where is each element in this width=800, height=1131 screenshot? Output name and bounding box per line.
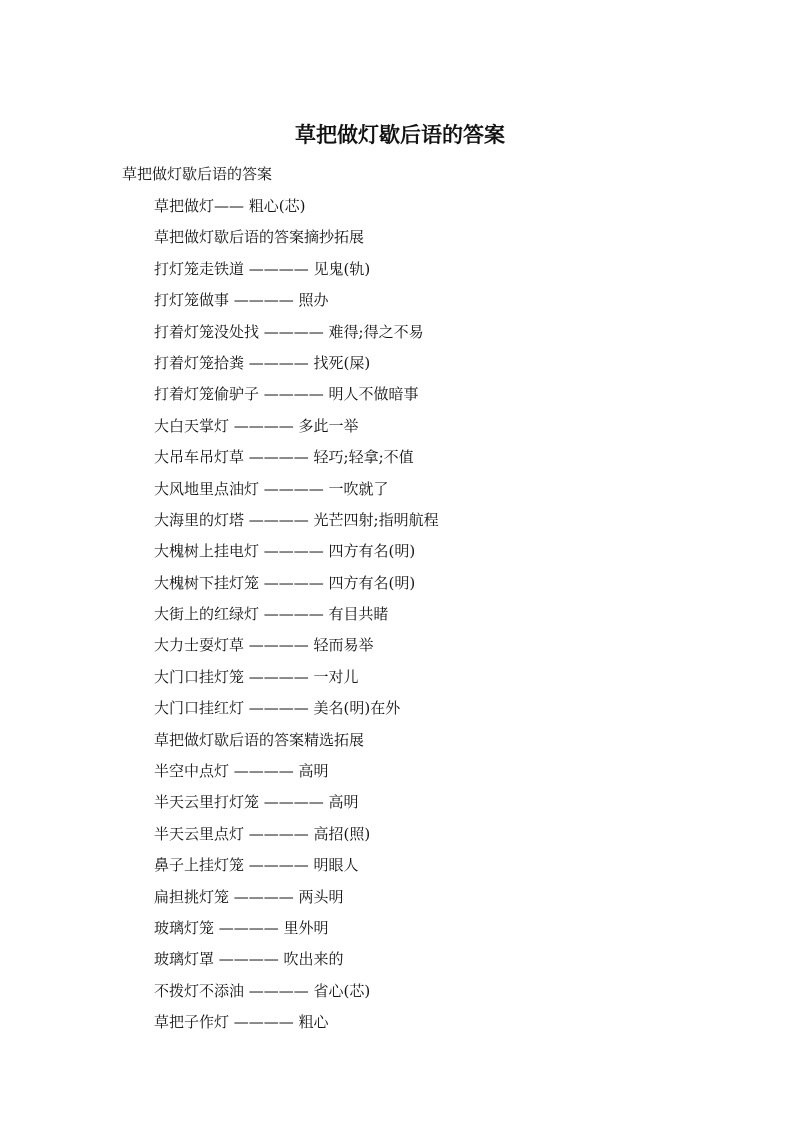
page-title: 草把做灯歇后语的答案 xyxy=(295,123,505,147)
section-heading: 草把做灯歇后语的答案 xyxy=(122,165,273,183)
list-item: 扁担挑灯笼 ———— 两头明 xyxy=(154,887,344,906)
list-item: 打着灯笼偷驴子 ———— 明人不做暗事 xyxy=(154,385,419,404)
list-item: 打着灯笼没处找 ———— 难得;得之不易 xyxy=(154,322,424,341)
list-item: 大海里的灯塔 ———— 光芒四射;指明航程 xyxy=(154,510,439,529)
list-item: 打灯笼走铁道 ———— 见鬼(轨) xyxy=(154,259,371,278)
list-item: 大街上的红绿灯 ———— 有目共睹 xyxy=(154,605,389,624)
list-item: 打着灯笼拾粪 ———— 找死(屎) xyxy=(154,353,371,372)
list-item: 半空中点灯 ———— 高明 xyxy=(154,762,329,781)
list-item: 大吊车吊灯草 ———— 轻巧;轻拿;不值 xyxy=(154,448,414,467)
proverb-list xyxy=(154,192,439,1040)
list-item: 大风地里点油灯 ———— 一吹就了 xyxy=(154,479,389,498)
list-item: 草把做灯歇后语的答案精选拓展 xyxy=(154,730,365,749)
list-item: 大槐树下挂灯笼 ———— 四方有名(明) xyxy=(154,573,416,592)
list-item: 草把做灯—— 粗心(芯) xyxy=(154,197,306,215)
list-item: 草把子作灯 ———— 粗心 xyxy=(154,1013,329,1032)
list-item: 大门口挂红灯 ———— 美名(明)在外 xyxy=(154,699,401,718)
list-item: 大槐树上挂电灯 ———— 四方有名(明) xyxy=(154,542,416,561)
list-item: 半天云里点灯 ———— 高招(照) xyxy=(154,824,371,843)
list-item: 玻璃灯笼 ———— 里外明 xyxy=(154,918,329,937)
list-item: 大白天掌灯 ———— 多此一举 xyxy=(154,416,359,435)
list-item: 大门口挂灯笼 ———— 一对儿 xyxy=(154,667,359,686)
list-item: 不拨灯不添油 ———— 省心(芯) xyxy=(154,981,371,1000)
list-item: 玻璃灯罩 ———— 吹出来的 xyxy=(154,950,344,969)
list-item: 鼻子上挂灯笼 ———— 明眼人 xyxy=(154,856,359,875)
list-item: 半天云里打灯笼 ———— 高明 xyxy=(154,793,359,812)
list-item: 草把做灯歇后语的答案摘抄拓展 xyxy=(154,228,365,247)
list-item: 打灯笼做事 ———— 照办 xyxy=(154,291,329,310)
list-item: 大力士耍灯草 ———— 轻而易举 xyxy=(154,636,374,655)
